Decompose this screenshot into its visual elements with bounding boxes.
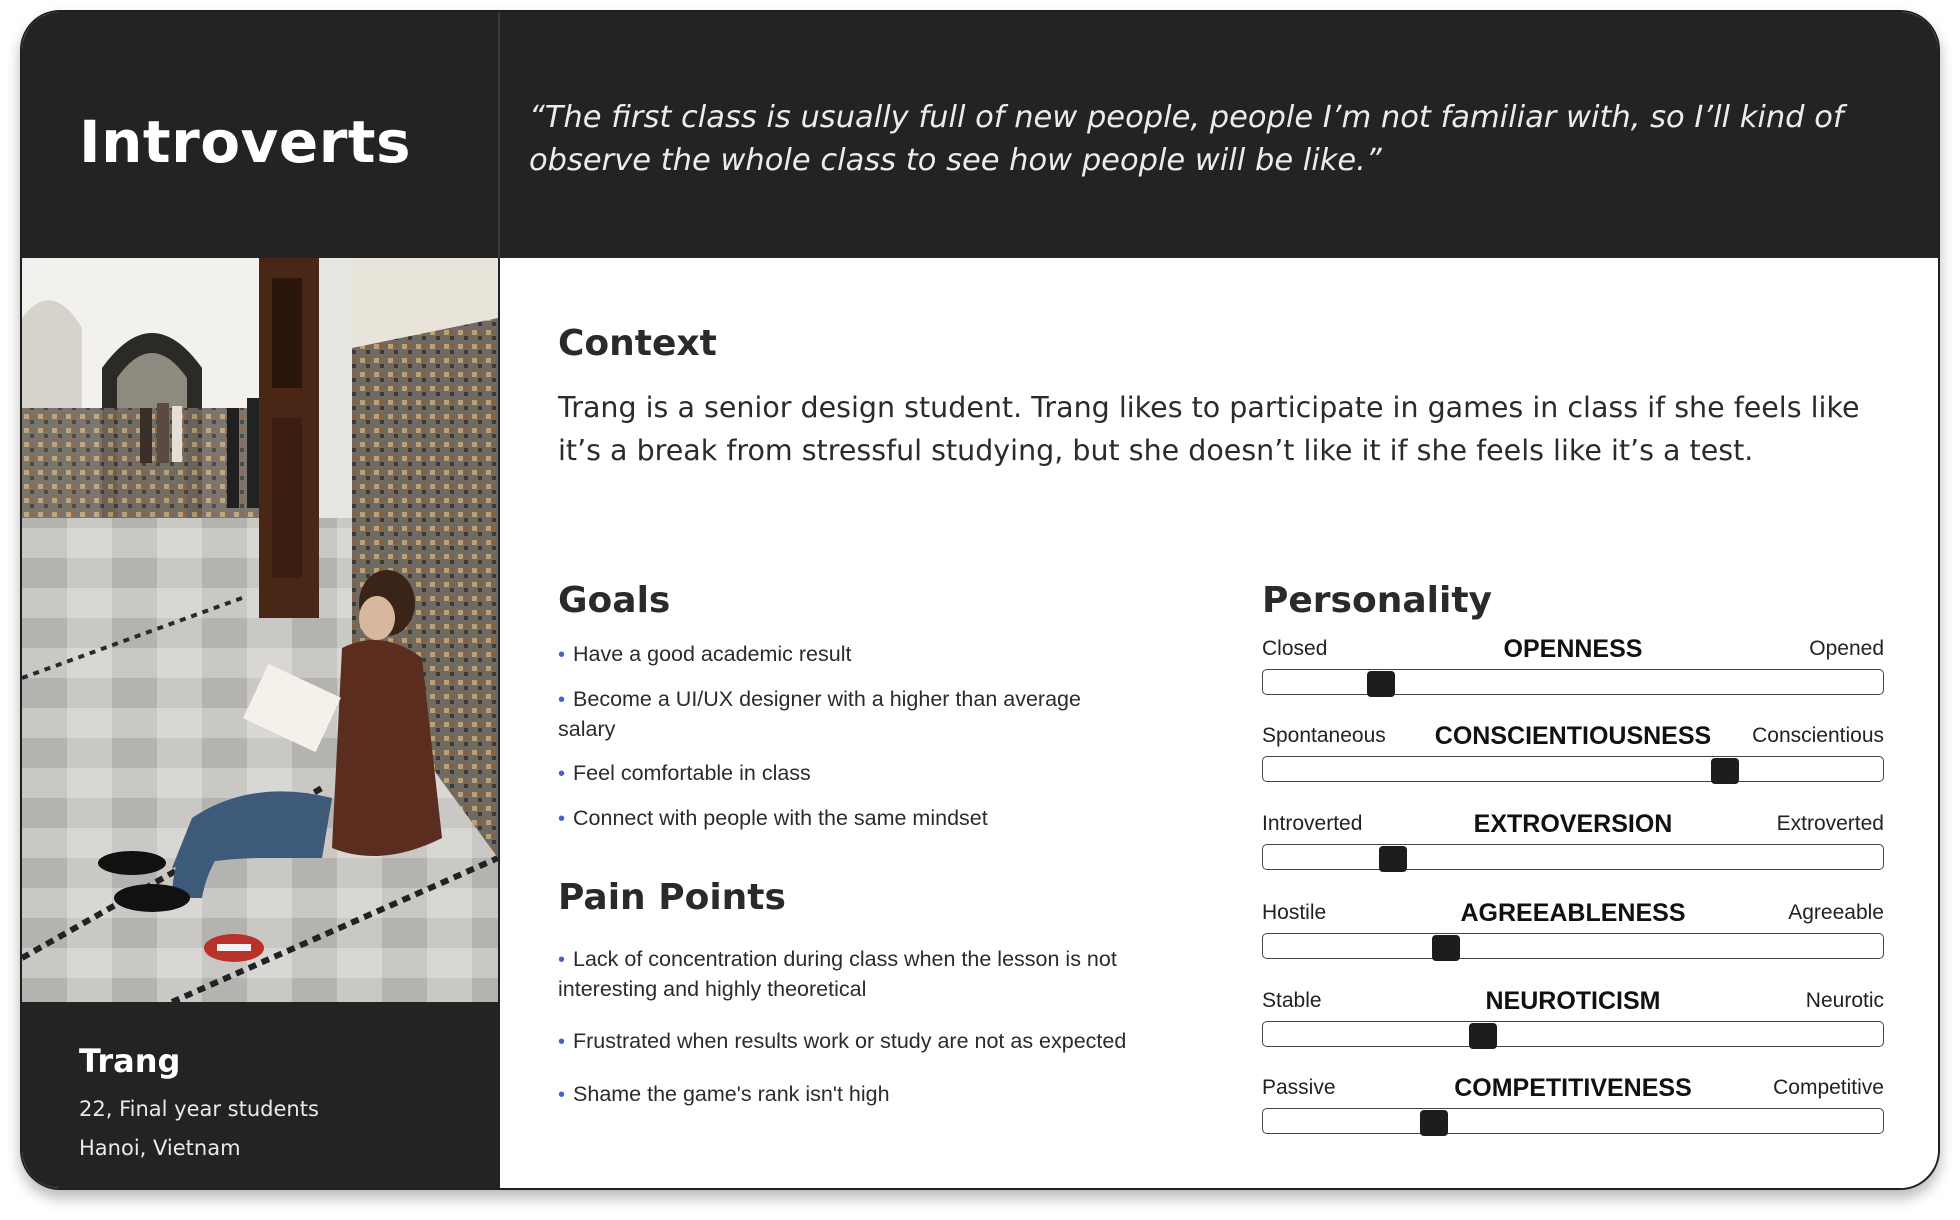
trait-high-label: Competitive — [1773, 1076, 1884, 1099]
pain-points-list — [558, 945, 1138, 1110]
header-divider — [498, 12, 500, 258]
pain-points-heading: Pain Points — [558, 877, 786, 918]
trait-slider-track — [1262, 844, 1884, 870]
trait-low-label: Passive — [1262, 1076, 1336, 1099]
persona-type-title: Introverts — [79, 108, 412, 176]
trait-high-label: Extroverted — [1776, 812, 1884, 835]
persona-photo — [22, 258, 498, 1002]
trait-slider-knob — [1420, 1110, 1448, 1136]
bullet-icon: • — [558, 1031, 566, 1053]
trait-name: AGREEABLENESS — [1460, 899, 1686, 927]
list-item: • Become a UI/UX designer with a higher than average salary — [558, 687, 1081, 741]
trait-slider-track — [1262, 1021, 1884, 1047]
list-item: • Frustrated when results work or study are not as expected — [558, 1029, 1127, 1053]
trait-low-label: Closed — [1262, 637, 1328, 660]
persona-photo-illustration — [22, 258, 498, 1002]
trait-agreeableness — [1262, 901, 1884, 961]
context-heading: Context — [558, 323, 717, 364]
trait-slider-track — [1262, 756, 1884, 782]
bullet-icon: • — [558, 1084, 566, 1106]
bullet-icon: • — [558, 689, 566, 711]
trait-high-label: Agreeable — [1788, 901, 1884, 924]
trait-low-label: Introverted — [1262, 812, 1363, 835]
list-item: • Lack of concentration during class when the lesson is not interesting and highly theoretical — [558, 947, 1117, 1001]
trait-slider-track — [1262, 669, 1884, 695]
trait-name: CONSCIENTIOUSNESS — [1434, 722, 1712, 750]
persona-card — [20, 10, 1940, 1190]
trait-extroversion — [1262, 812, 1884, 872]
trait-slider-knob — [1367, 671, 1395, 697]
persona-header — [22, 12, 1940, 258]
persona-quote: “The first class is usually full of new people, people I’m not familiar with, so I’ll kind of observe the whole class to see how people will be like.” — [529, 100, 1844, 178]
trait-competitiveness — [1262, 1076, 1884, 1136]
trait-low-label: Spontaneous — [1262, 724, 1386, 747]
list-item: • Shame the game's rank isn't high — [558, 1082, 890, 1106]
trait-slider-knob — [1379, 846, 1407, 872]
list-item: • Feel comfortable in class — [558, 761, 811, 785]
trait-slider-track — [1262, 1108, 1884, 1134]
goals-heading: Goals — [558, 580, 671, 621]
trait-name: COMPETITIVENESS — [1454, 1074, 1692, 1102]
trait-slider-knob — [1432, 935, 1460, 961]
trait-slider-knob — [1711, 758, 1739, 784]
bullet-icon: • — [558, 644, 566, 666]
persona-age-role: 22, Final year students — [79, 1097, 319, 1121]
personality-heading: Personality — [1262, 580, 1492, 621]
goals-list — [558, 640, 1118, 834]
trait-high-label: Conscientious — [1752, 724, 1884, 747]
trait-conscientiousness — [1262, 724, 1884, 784]
trait-low-label: Hostile — [1262, 901, 1327, 924]
list-item: • Connect with people with the same mindset — [558, 806, 988, 830]
persona-name: Trang — [79, 1042, 181, 1080]
context-text: Trang is a senior design student. Trang likes to participate in games in class if she feels like it’s a break from stressful studying, but she doesn’t like it if she feels like it’s a test. — [558, 391, 1860, 467]
trait-name: NEUROTICISM — [1485, 987, 1661, 1015]
persona-profile-footer — [22, 1002, 498, 1190]
trait-openness — [1262, 637, 1884, 697]
trait-high-label: Neurotic — [1805, 989, 1884, 1012]
bullet-icon: • — [558, 949, 566, 971]
bullet-icon: • — [558, 763, 566, 785]
trait-high-label: Opened — [1809, 637, 1884, 660]
trait-name: EXTROVERSION — [1473, 810, 1673, 838]
trait-slider-track — [1262, 933, 1884, 959]
trait-neuroticism — [1262, 989, 1884, 1049]
list-item: • Have a good academic result — [558, 642, 852, 666]
trait-name: OPENNESS — [1503, 635, 1643, 663]
bullet-icon: • — [558, 808, 566, 830]
content-divider — [498, 258, 500, 1190]
trait-slider-knob — [1469, 1023, 1497, 1049]
persona-location: Hanoi, Vietnam — [79, 1136, 241, 1160]
trait-low-label: Stable — [1262, 989, 1322, 1012]
